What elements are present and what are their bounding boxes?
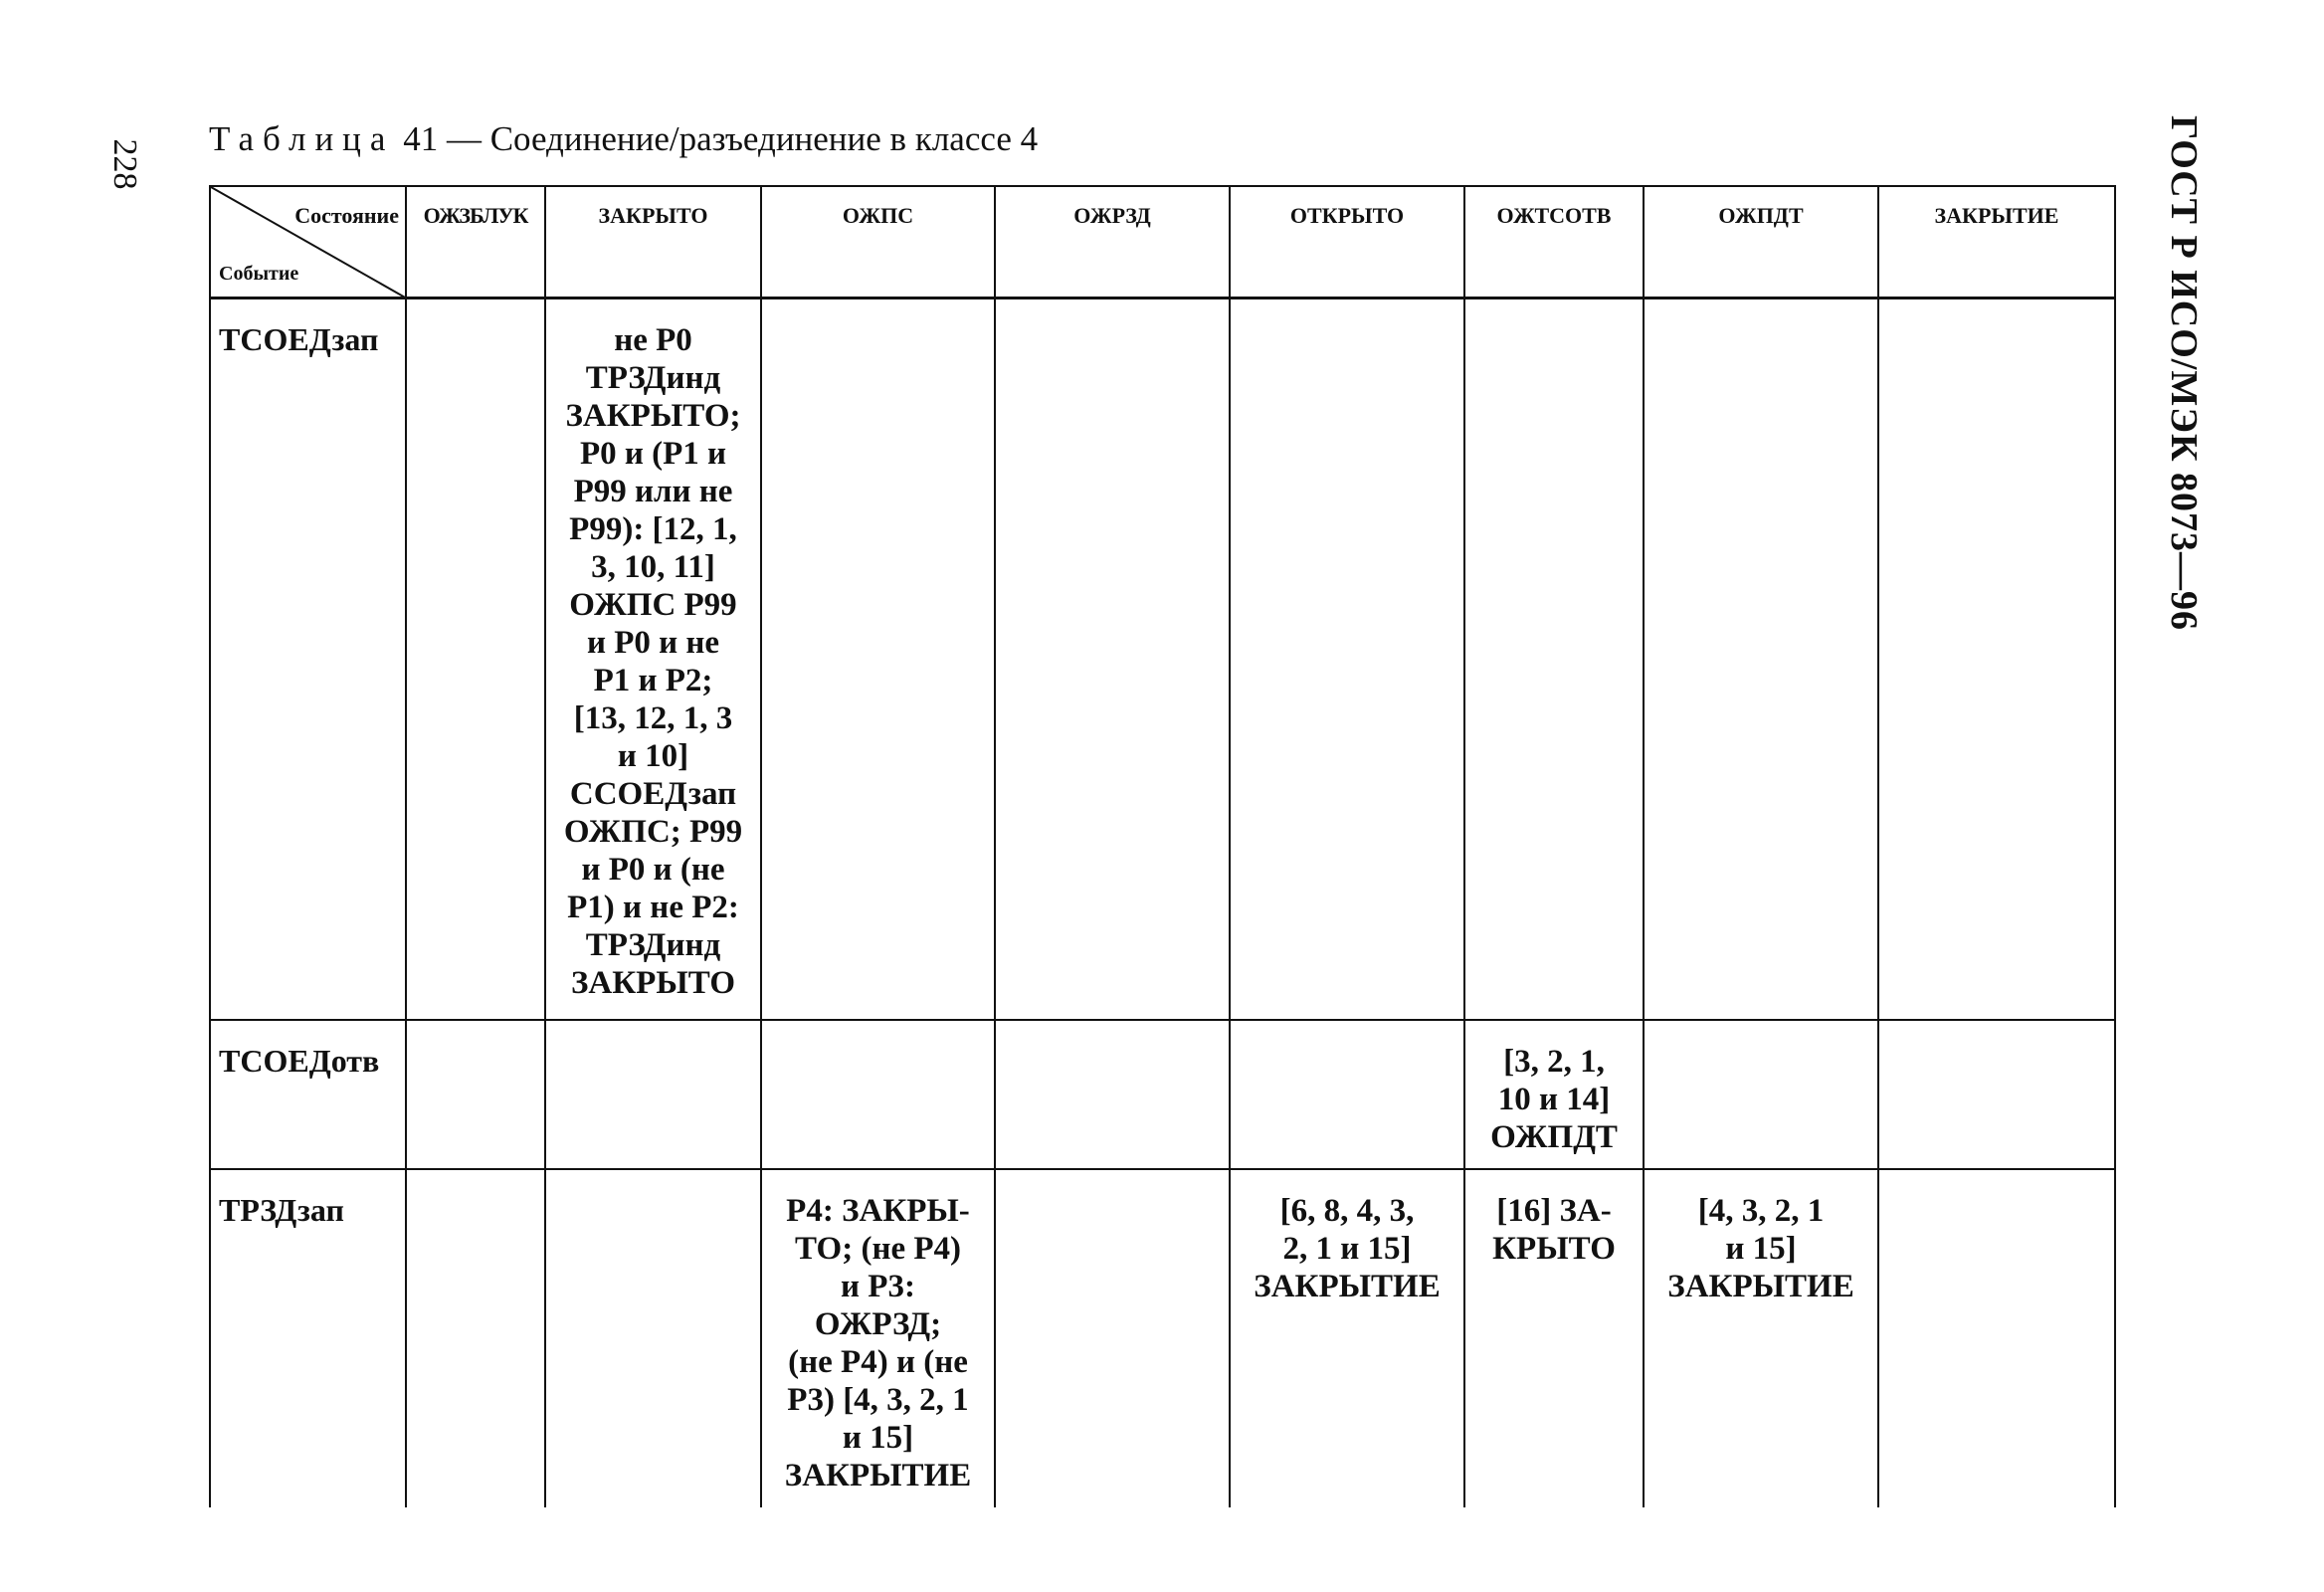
table-cell-empty — [1878, 1020, 2115, 1169]
cell-line: 10 и 14] — [1497, 1082, 1611, 1117]
cell-line: Р3) [4, 3, 2, 1 — [787, 1382, 969, 1418]
cell-line: ТРЗДинд — [585, 926, 721, 963]
table-cell — [1464, 1020, 1644, 1169]
cell-line: [3, 2, 1, — [1503, 1044, 1605, 1080]
cell-line: и Р0 и не — [586, 624, 720, 661]
table-cell-empty — [995, 298, 1230, 1020]
cell-line: ССОЕДзап — [569, 775, 737, 812]
table-cell-empty — [995, 1020, 1230, 1169]
table-cell-empty — [406, 1020, 545, 1169]
table-cell — [1644, 1169, 1878, 1507]
table-cell-empty — [761, 1020, 995, 1169]
column-header-otkryto: ОТКРЫТО — [1230, 186, 1464, 298]
table-cell-empty — [406, 1169, 545, 1507]
caption-title: — Соединение/разъединение в классе 4 — [446, 119, 1039, 158]
cell-line: ЗАКРЫТИЕ — [784, 1458, 972, 1493]
table-cell-empty — [1878, 1169, 2115, 1507]
cell-line: ОЖПС; Р99 — [563, 813, 743, 850]
cell-line: (не Р4) и (не — [788, 1344, 968, 1380]
cell-line: ЗАКРЫТИЕ — [1254, 1269, 1441, 1304]
table-cell — [545, 298, 761, 1020]
table-cell — [1230, 1169, 1464, 1507]
cell-line: Р1 и Р2; — [593, 662, 713, 698]
cell-line: [6, 8, 4, 3, — [1279, 1193, 1415, 1229]
cell-line: не Р0 — [614, 321, 692, 358]
cell-line: и 10] — [617, 737, 689, 774]
column-header-ozhrzd: ОЖРЗД — [995, 186, 1230, 298]
table-row — [210, 1020, 2115, 1169]
cell-line: и Р3: — [841, 1269, 915, 1304]
column-header-ozhpdt: ОЖПДТ — [1644, 186, 1878, 298]
column-header-zakryto: ЗАКРЫТО — [545, 186, 761, 298]
cell-line: Р4: ЗАКРЫ- — [786, 1193, 970, 1229]
table-cell-empty — [1464, 298, 1644, 1020]
state-transition-table — [209, 185, 2116, 1507]
cell-line: и 15] — [1725, 1231, 1797, 1267]
corner-event-label: Событие — [219, 263, 299, 285]
table-cell-empty — [995, 1169, 1230, 1507]
table-row — [210, 1169, 2115, 1507]
table-caption — [209, 119, 1038, 159]
table-row — [210, 298, 2115, 1020]
cell-line: Р0 и (Р1 и — [579, 435, 727, 472]
column-header-ozhtsotv: ОЖТСОТВ — [1464, 186, 1644, 298]
cell-line: [16] ЗА- — [1496, 1193, 1612, 1229]
cell-line: ТРЗДинд — [585, 359, 721, 396]
cell-line: Р1) и не Р2: — [567, 889, 739, 925]
table-cell-empty — [406, 298, 545, 1020]
cell-line: ТО; (не Р4) — [794, 1231, 962, 1267]
corner-state-label: Состояние — [294, 203, 399, 228]
header-row — [210, 186, 2115, 298]
table-cell-empty — [761, 298, 995, 1020]
column-header-ozhzbluk: ОЖЗБЛУК — [406, 186, 545, 298]
event-label-trzdzap: ТРЗДзап — [210, 1169, 406, 1507]
cell-line: ЗАКРЫТИЕ — [1667, 1269, 1854, 1304]
page-number: 228 — [106, 138, 143, 190]
cell-line: [4, 3, 2, 1 — [1697, 1193, 1825, 1229]
cell-line: Р99): [12, 1, — [569, 510, 737, 547]
event-label-tsoedzap: ТСОЕДзап — [210, 298, 406, 1020]
cell-line: и 15] — [842, 1420, 914, 1456]
cell-line: 3, 10, 11] — [591, 548, 715, 585]
corner-header-cell — [210, 186, 406, 298]
cell-line: КРЫТО — [1492, 1231, 1616, 1267]
caption-label: Таблица — [209, 119, 395, 158]
cell-line: ОЖПС Р99 — [569, 586, 737, 623]
standard-designation: ГОСТ Р ИСО/МЭК 8073—96 — [2163, 114, 2205, 632]
column-header-zakrytie: ЗАКРЫТИЕ — [1878, 186, 2115, 298]
cell-line: ОЖПДТ — [1490, 1119, 1618, 1155]
event-label-tsoedotv: ТСОЕДотв — [210, 1020, 406, 1169]
column-header-ozhps: ОЖПС — [761, 186, 995, 298]
cell-line: ОЖРЗД; — [814, 1306, 942, 1342]
cell-line: 2, 1 и 15] — [1282, 1231, 1412, 1267]
table-cell-empty — [1878, 298, 2115, 1020]
table-cell — [761, 1169, 995, 1507]
cell-line: и Р0 и (не — [581, 851, 725, 888]
caption-number: 41 — [403, 119, 439, 158]
table-cell-empty — [545, 1169, 761, 1507]
table-cell-empty — [545, 1020, 761, 1169]
cell-line: [13, 12, 1, 3 — [573, 699, 733, 736]
table-cell — [1464, 1169, 1644, 1507]
table-cell-empty — [1644, 298, 1878, 1020]
cell-line: ЗАКРЫТО; — [565, 397, 741, 434]
cell-line: ЗАКРЫТО — [571, 964, 735, 1001]
table-cell-empty — [1644, 1020, 1878, 1169]
table-cell-empty — [1230, 1020, 1464, 1169]
cell-line: Р99 или не — [573, 473, 733, 509]
table-cell-empty — [1230, 298, 1464, 1020]
